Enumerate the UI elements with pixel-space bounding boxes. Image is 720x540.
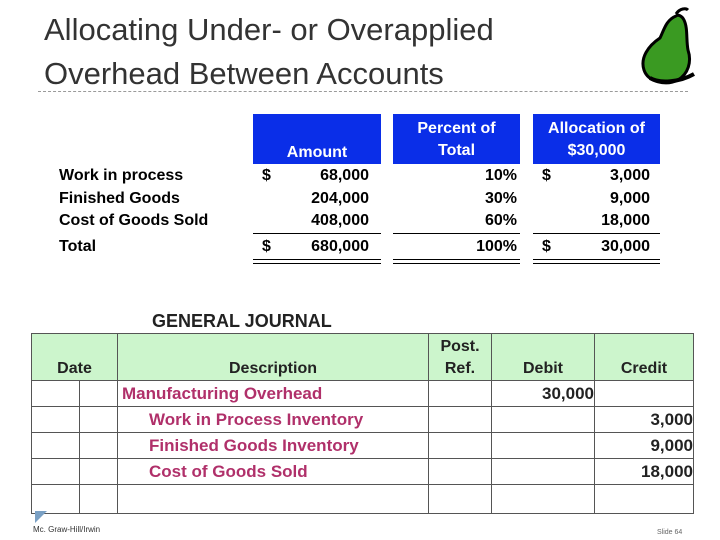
subtotal-underline	[533, 233, 660, 234]
percent-value: 30%	[484, 190, 517, 207]
credit-header: Credit	[595, 334, 694, 381]
debit-cell[interactable]	[492, 433, 595, 459]
post-ref-cell[interactable]	[429, 485, 492, 514]
total-label: Total	[59, 238, 97, 255]
post-ref-header	[429, 334, 492, 381]
description-cell[interactable]	[118, 485, 429, 514]
total-allocation-currency: $	[542, 238, 551, 255]
date-month-cell[interactable]	[32, 459, 80, 485]
debit-cell[interactable]	[492, 407, 595, 433]
journal-row	[32, 381, 694, 407]
subtotal-underline	[253, 233, 381, 234]
percent-value: 10%	[484, 167, 517, 184]
allocation-currency: $	[542, 167, 551, 184]
corner-triangle-icon	[35, 511, 47, 523]
date-month-cell[interactable]	[32, 485, 80, 514]
amount-value: 408,000	[311, 212, 369, 229]
credit-cell[interactable]	[595, 485, 694, 514]
total-double-underline	[533, 259, 660, 264]
date-day-cell[interactable]	[80, 433, 118, 459]
description-cell[interactable]: Cost of Goods Sold	[118, 459, 429, 485]
date-month-cell[interactable]	[32, 381, 80, 407]
journal-row	[32, 407, 694, 433]
debit-cell[interactable]: 30,000	[492, 381, 595, 407]
journal-row	[32, 433, 694, 459]
percent-value: 60%	[484, 212, 517, 229]
total-amount-value: 680,000	[311, 238, 369, 255]
slide-title-line-1: Allocating Under- or Overapplied	[44, 12, 494, 47]
date-header: Date	[32, 334, 118, 381]
post-ref-cell[interactable]	[429, 407, 492, 433]
description-header: Description	[118, 334, 429, 381]
debit-header: Debit	[492, 334, 595, 381]
date-day-cell[interactable]	[80, 459, 118, 485]
amount-value: 204,000	[311, 190, 369, 207]
allocation-value: 18,000	[601, 212, 650, 229]
slide-title-line-2: Overhead Between Accounts	[44, 56, 444, 91]
date-month-cell[interactable]	[32, 433, 80, 459]
allocation-value: 3,000	[609, 167, 650, 184]
date-month-cell[interactable]	[32, 407, 80, 433]
total-double-underline	[393, 259, 520, 264]
allocation-header-line-2: $30,000	[567, 142, 626, 159]
total-double-underline	[253, 259, 381, 264]
journal-title: GENERAL JOURNAL	[152, 311, 332, 331]
post-ref-cell[interactable]	[429, 459, 492, 485]
slide-number: Slide 64	[657, 529, 683, 536]
percent-header-line-1: Percent of	[417, 120, 496, 137]
total-allocation-value: 30,000	[601, 238, 650, 255]
description-cell[interactable]: Finished Goods Inventory	[118, 433, 429, 459]
post-ref-header-line-2: Ref.	[444, 360, 476, 377]
credit-cell[interactable]: 9,000	[595, 433, 694, 459]
amount-value: 68,000	[320, 167, 369, 184]
description-cell[interactable]: Work in Process Inventory	[118, 407, 429, 433]
date-day-cell[interactable]	[80, 381, 118, 407]
post-ref-cell[interactable]	[429, 433, 492, 459]
percent-header	[393, 114, 520, 164]
credit-cell[interactable]	[595, 381, 694, 407]
description-cell[interactable]: Manufacturing Overhead	[118, 381, 429, 407]
credit-cell[interactable]: 18,000	[595, 459, 694, 485]
general-journal-table	[31, 333, 694, 514]
journal-header-row	[32, 334, 694, 381]
journal-row	[32, 459, 694, 485]
post-ref-cell[interactable]	[429, 381, 492, 407]
date-day-cell[interactable]	[80, 485, 118, 514]
total-percent-value: 100%	[476, 238, 517, 255]
percent-header-line-2: Total	[437, 142, 476, 159]
amount-currency: $	[262, 167, 271, 184]
debit-cell[interactable]	[492, 459, 595, 485]
allocation-value: 9,000	[609, 190, 650, 207]
post-ref-header-line-1: Post.	[440, 338, 480, 355]
allocation-header-line-1: Allocation of	[548, 120, 645, 137]
publisher-footer: Mc. Graw-Hill/Irwin	[33, 525, 101, 534]
row-label: Work in process	[59, 167, 184, 184]
total-amount-currency: $	[262, 238, 271, 255]
debit-cell[interactable]	[492, 485, 595, 514]
credit-cell[interactable]: 3,000	[595, 407, 694, 433]
subtotal-underline	[393, 233, 520, 234]
row-label: Cost of Goods Sold	[59, 212, 209, 229]
date-day-cell[interactable]	[80, 407, 118, 433]
amount-header-text: Amount	[286, 144, 348, 161]
amount-header	[253, 114, 381, 164]
row-label: Finished Goods	[59, 190, 180, 207]
allocation-header	[533, 114, 660, 164]
journal-blank-row	[32, 485, 694, 514]
